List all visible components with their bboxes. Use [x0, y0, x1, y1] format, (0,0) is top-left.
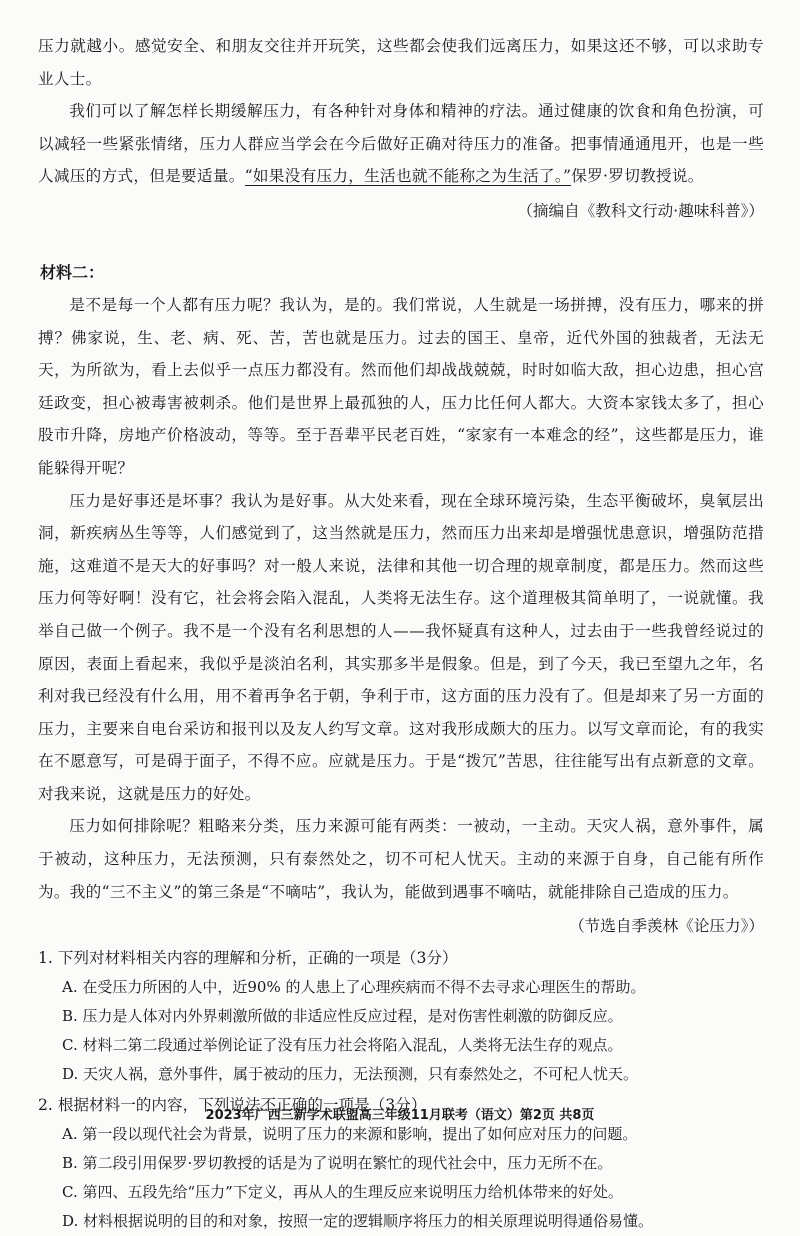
- material2-paragraph-2: 压力是好事还是坏事？我认为是好事。从大处来看，现在全球环境污染，生态平衡破坏，臭氧层出洞，新疾病丛生等等，人们感觉到了，这当然就是压力，然而压力出来却是增强忧患意识，增强防范措施，这难道不是天大的好事吗？对一般人来说，法律和其他一切合理的规章制度，都是压力。然而这些压力何等好啊！没有它，社会将会陷入混乱，人类将无法生存。这个道理极其简单明了，一说就懂。我举自己做一个例子。我不是一个没有名利思想的人——我怀疑真有这种人，过去由于一些我曾经说过的原因，表面上看起来，我似乎是淡泊名利，其实那多半是假象。但是，到了今天，我已至望九之年，名利对我已经没有什么用，用不着再争名于朝，争利于市，这方面的压力没有了。但是却来了另一方面的压力，主要来自电台采访和报刊以及友人约写文章。这对我形成颇大的压力。以写文章而论，有的我实在不愿意写，可是碍于面子，不得不应。应就是压力。于是“拨冗”苦思，往往能写出有点新意的文章。对我来说，这就是压力的好处。: [38, 491, 764, 803]
- material2-heading: 材料二：: [40, 262, 105, 282]
- exam-page: [38, 30, 764, 1236]
- question-1-option-c: C. 材料二第二段通过举例论证了没有压力社会将陷入混乱，人类将无法生存的观点。: [62, 1036, 623, 1055]
- question-1-option-d: D. 天灾人祸，意外事件，属于被动的压力，无法预测，只有泰然处之，不可杞人忧天。: [62, 1065, 639, 1084]
- question-2-stem: 2. 根据材料一的内容，下列说法不正确的一项是（3分）: [38, 1096, 427, 1115]
- material1-paragraph-1: 压力就越小。感觉安全、和朋友交往并开玩笑，这些都会使我们远离压力，如果这还不够，可以求助专业人士。: [38, 37, 764, 88]
- question-2-option-c: C. 第四、五段先给“压力”下定义，再从人的生理反应来说明压力给机体带来的好处。: [62, 1183, 623, 1202]
- material1-source: （摘编自《教科文行动·趣味科普》）: [517, 201, 764, 220]
- material1-paragraph-2-tail: 保罗·罗切教授说。: [571, 167, 704, 186]
- material1-paragraph-2: [38, 95, 764, 193]
- material1-paragraph-2-text: 我们可以了解怎样长期缓解压力，有各种针对身体和精神的疗法。通过健康的饮食和角色扮演，可以减轻一些紧张情绪，压力人群应当学会在今后做好正确对待压力的准备。把事情通通甩开，也是一些人减压的方式，但是要适量。: [38, 102, 764, 186]
- question-1: [38, 944, 764, 1089]
- underlined-quote: “如果没有压力，生活也就不能称之为生活了。”: [244, 167, 572, 186]
- page-footer: 2023年广西三新学术联盟高三年级11月联考（语文）第2页 共8页: [205, 1108, 595, 1123]
- question-2-option-a: A. 第一段以现代社会为背景，说明了压力的来源和影响，提出了如何应对压力的问题。: [62, 1125, 638, 1144]
- material2-paragraph-1: 是不是每一个人都有压力呢？我认为，是的。我们常说，人生就是一场拼搏，没有压力，哪来的拼搏？佛家说，生、老、病、死、苦，苦也就是压力。过去的国王、皇帝，近代外国的独裁者，无法无天，为所欲为，看上去似乎一点压力都没有。然而他们却战战兢兢，时时如临大敌，担心边患，担心宫廷政变，担心被毒害被刺杀。他们是世界上最孤独的人，压力比任何人都大。大资本家钱太多了，担心股市升降，房地产价格波动，等等。至于吾辈平民老百姓，“家家有一本难念的经”，这些都是压力，谁能躲得开呢？: [38, 295, 764, 477]
- question-1-option-a: A. 在受压力所困的人中，近90% 的人患上了心理疾病而不得不去寻求心理医生的帮助。: [62, 978, 646, 997]
- question-1-option-b: B. 压力是人体对内外界刺激所做的非适应性反应过程，是对伤害性刺激的防御反应。: [62, 1007, 623, 1026]
- question-1-stem: 1. 下列对材料相关内容的理解和分析，正确的一项是（3分）: [38, 949, 458, 968]
- question-2-option-d: D. 材料根据说明的目的和对象，按照一定的逻辑顺序将压力的相关原理说明得通俗易懂。: [62, 1212, 654, 1231]
- material2-source: （节选自季羡林《论压力》）: [569, 917, 764, 936]
- question-2-option-b: B. 第二段引用保罗·罗切教授的话是为了说明在繁忙的现代社会中，压力无所不在。: [62, 1154, 613, 1173]
- material2-paragraph-3: 压力如何排除呢？粗略来分类，压力来源可能有两类：一被动，一主动。天灾人祸，意外事件，属于被动，这种压力，无法预测，只有泰然处之，切不可杞人忧天。主动的来源于自身，自己能有所作为。我的“三不主义”的第三条是“不嘀咕”，我认为，能做到遇事不嘀咕，就能排除自己造成的压力。: [38, 817, 764, 901]
